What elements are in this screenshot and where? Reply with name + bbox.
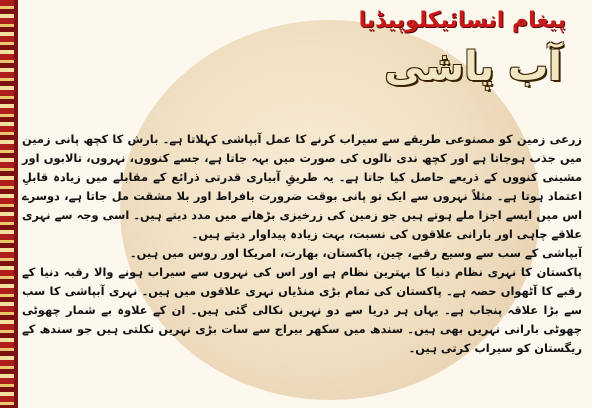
paragraph: پاکستان کا نہری نظام دنیا کا بہترین نظام ہے اور اس کی نہروں سے سیراب ہونے والا رقبہ دنیا کے رقبے کا آٹھواں حصہ ہے۔ پاکستان کی تمام بڑی منڈیاں نہری علاقوں میں ہیں۔ نہری آبپاشی کا سب سے بڑا علاقہ پنجاب ہے۔ یہاں ہر دریا سے دو نہریں نکالی گئی ہیں۔ ان کے علاوہ بے شمار چھوٹی چھوٹی بارانی نہریں بھی ہیں۔ سندھ میں سکھر بیراج سے سات بڑی نہریں نکلتی ہیں جو سندھ کے ریگستان کو سیراب کرتی ہیں۔ bbox=[22, 265, 582, 355]
article-title: آب پاشی bbox=[384, 44, 562, 90]
header bbox=[18, 6, 578, 44]
paragraph: آبپاشی کے سب سے وسیع رقبے، چین، پاکستان، بھارت، امریکا اور روس میں ہیں۔ bbox=[129, 246, 582, 260]
article-body bbox=[22, 130, 582, 404]
decorative-border bbox=[0, 0, 14, 408]
paragraph: زرعی زمین کو مصنوعی طریقے سے سیراب کرنے کا عمل آبپاشی کہلاتا ہے۔ بارش کا کچھ پانی زمین میں جذب ہوجاتا ہے اور کچھ ندی نالوں کی صورت میں بہہ جاتا ہے، جسے کنووں، نہروں، تالابوں اور مشینی کنووں کے ذریعے حاصل کیا جاتا ہے۔ یہ طریقِ آبیاری قدرتی ذرائع کے مقابلے میں زیادہ قابلِ اعتماد ہوتا ہے۔ مثلاً نہروں سے ایک تو پانی بوقت ضرورت بافراط اور بلا مشقت مل جاتا ہے، دوسرے اس میں ایسے اجزا ملے ہوتے ہیں جو زمین کی زرخیزی بڑھانے میں مدد دیتے ہیں۔ اسی وجہ سے نہری علاقے چاہی اور بارانی علاقوں کی نسبت، بہت زیادہ پیداوار دیتے ہیں۔ bbox=[22, 132, 582, 241]
brand-title: پیغام انسائیکلوپیڈیا bbox=[358, 8, 566, 33]
